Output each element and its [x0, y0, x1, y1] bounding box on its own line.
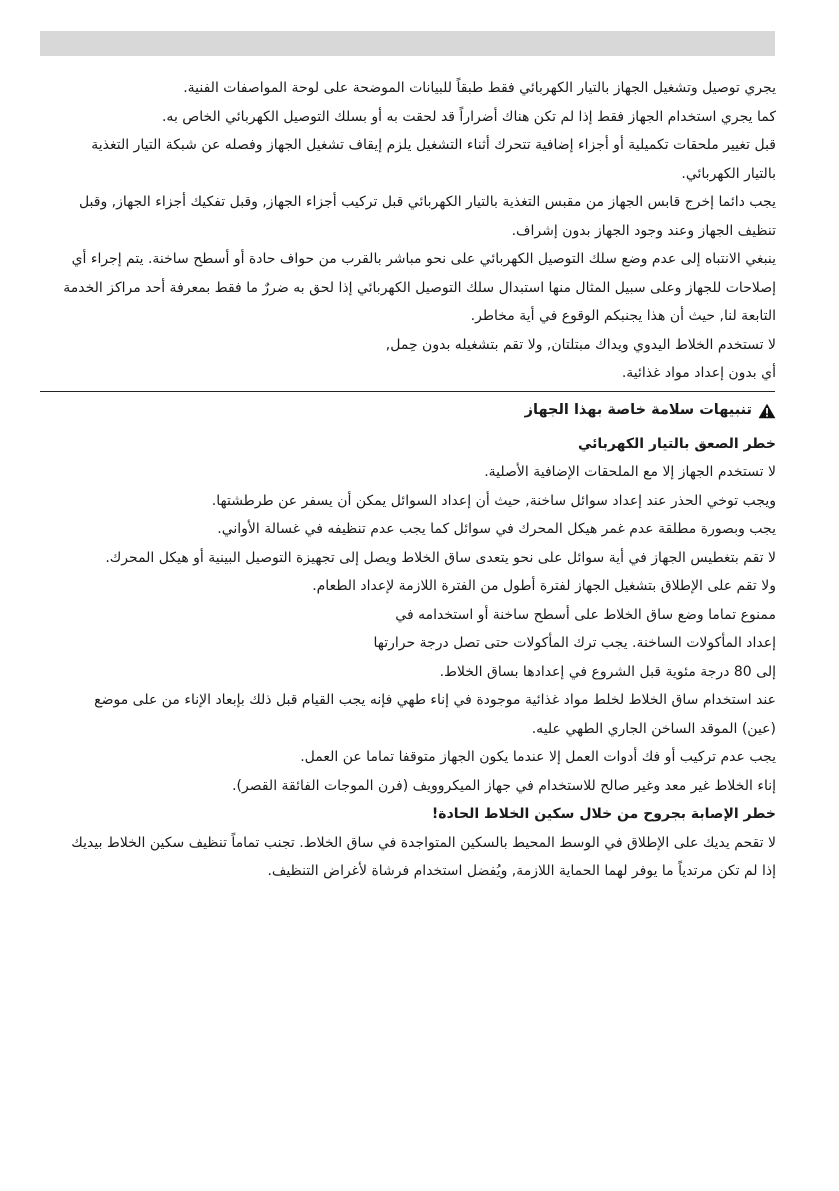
electric-line: ولا تقم على الإطلاق بتشغيل الجهاز لفترة أطول من الفترة اللازمة لإعداد الطعام.: [312, 578, 776, 594]
electric-line: لا تستخدم الجهاز إلا مع الملحقات الإضافية الأصلية.: [484, 464, 776, 480]
blade-paragraph: لا تقحم يديك على الإطلاق في الوسط المحيط بالسكين المتواجدة في ساق الخلاط. تجنب تماماً تنظيف سكين الخلاط بيديك إذا لم تكن مرتدياً ما يوفر لهما الحماية اللازمة, ويُفضل استخدام فرشاة لأغراض التنظيف.: [71, 834, 776, 879]
general-paragraph: يجب دائما إخرج قابس الجهاز من مقبس التغذية بالتيار الكهربائي قبل تركيب أجزاء الجهاز, وقبل تفكيك أجزاء الجهاز, وقبل تنظيف الجهاز وعند وجود الجهاز بدون إشراف.: [78, 194, 776, 239]
electric-line: يجب وبصورة مطلقة عدم غمر هيكل المحرك في سوائل كما يجب عدم تنظيفه في غسالة الأواني.: [217, 521, 776, 537]
electric-line: لا تقم بتغطيس الجهاز في أية سوائل على نحو يتعدى ساق الخلاط ويصل إلى تجهيزة التوصيل البينية أو هيكل المحرك.: [105, 549, 776, 566]
electric-line: ويجب توخي الحذر عند إعداد سوائل ساخنة, حيث أن إعداد السوائل يمكن أن يسفر عن طرطشتها.: [211, 492, 776, 509]
electric-line: يجب عدم تركيب أو فك أدوات العمل إلا عندما يكون الجهاز متوقفا تماما عن العمل.: [300, 749, 776, 765]
general-paragraph: كما يجري استخدام الجهاز فقط إذا لم تكن هناك أضراراً قد لحقت به أو بسلك التوصيل الكهربائي الخاص به.: [161, 108, 776, 125]
electric-line: إناء الخلاط غير معد وغير صالح للاستخدام في جهاز الميكروويف (فرن الموجات الفائقة القصر).: [232, 777, 776, 794]
electric-shock-heading: خطر الصعق بالتيار الكهربائي: [577, 435, 776, 452]
electric-line: إلى 80 درجة مئوية قبل الشروع في إعدادها بساق الخلاط.: [439, 663, 776, 680]
general-paragraph: يجري توصيل وتشغيل الجهاز بالتيار الكهربائي فقط طبقاً للبيانات الموضحة على لوحة المواصفات الفنية.: [183, 80, 776, 96]
warning-triangle-icon: [758, 403, 776, 419]
safety-section-heading: [56, 396, 776, 426]
general-paragraph: ينبغي الانتباه إلى عدم وضع سلك التوصيل الكهربائي على نحو مباشر بالقرب من حواف حادة أو أسطح ساخنة. يتم إجراء أي إصلاحات للجهاز وعلى سبيل المثال منها استبدال سلك التوصيل الكهربائي إذا لحق به ضررٌ ما فقط بمعرفة أحد مراكز الخدمة التابعة لنا, حيث أن هذا يجنبكم الوقوع في أية مخاطر.: [63, 251, 776, 324]
electric-line: إعداد المأكولات الساخنة. يجب ترك المأكولات حتى تصل درجة حرارتها: [373, 635, 776, 651]
header-bar: [40, 31, 775, 56]
section-divider: [40, 391, 775, 392]
document-body: [56, 74, 776, 886]
section-title: تنبيهات سلامة خاصة بهذا الجهاز: [524, 402, 752, 419]
general-paragraph: لا تستخدم الخلاط اليدوي ويداك مبتلتان, ولا تقم بتشغيله بدون حِمل,: [385, 336, 776, 353]
general-paragraph: قبل تغيير ملحقات تكميلية أو أجزاء إضافية تتحرك أثناء التشغيل يلزم إيقاف تشغيل الجهاز وفصله عن شبكة التيار التغذية بالتيار الكهربائي.: [91, 137, 776, 182]
general-paragraph: أي بدون إعداد مواد غذائية.: [621, 365, 776, 381]
electric-line: عند استخدام ساق الخلاط لخلط مواد غذائية موجودة في إناء طهي فإنه يجب القيام قبل ذلك بإبعاد الإناء من على موضع (عين) الموقد الساخن الجاري الطهي عليه.: [94, 692, 776, 737]
blade-injury-heading: خطر الإصابة بجروح من خلال سكين الخلاط الحادة!: [431, 806, 776, 822]
electric-line: ممنوع تماما وضع ساق الخلاط على أسطح ساخنة أو استخدامه في: [395, 606, 776, 623]
